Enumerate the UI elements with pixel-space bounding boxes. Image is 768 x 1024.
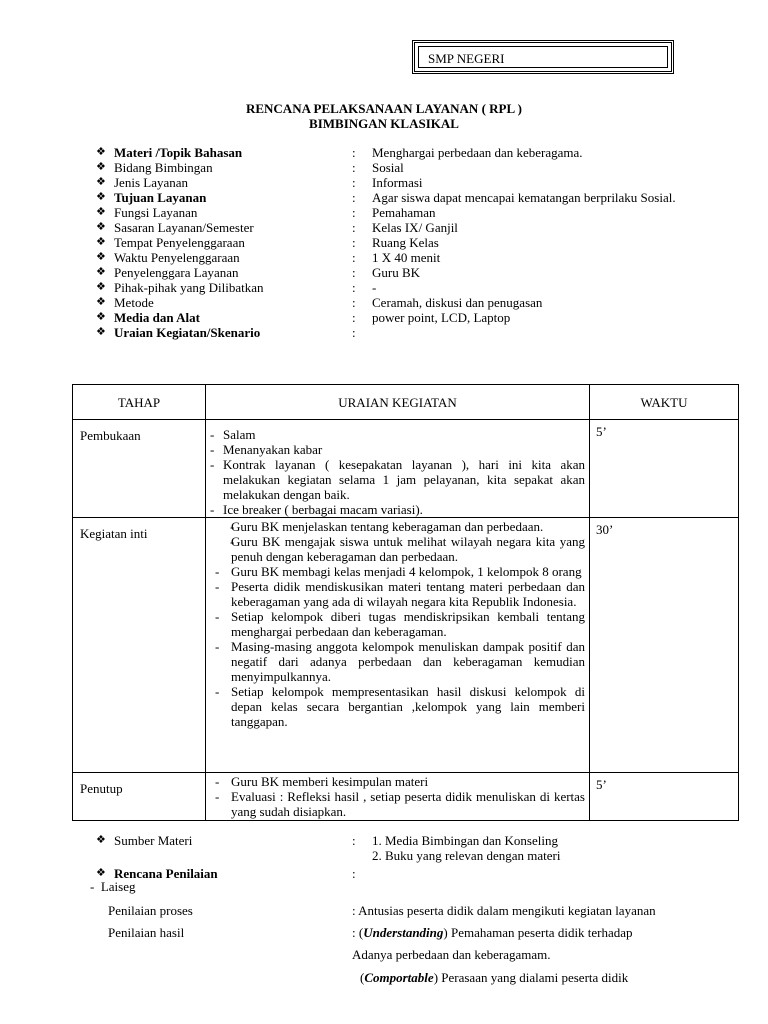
info-label: Fungsi Layanan <box>114 205 198 220</box>
diamond-bullet-icon: ❖ <box>96 161 106 173</box>
sources-section <box>96 833 736 881</box>
colon: : <box>352 833 356 848</box>
activity-item: - Peserta didik mendiskusikan materi tentang materi perbedaan dan keberagaman yang ada di wilayah negara kita Republik Indonesia. <box>206 579 589 609</box>
penilaian-proses-label: Penilaian proses <box>108 903 193 918</box>
penilaian-hasil-line1 <box>352 925 633 940</box>
spacer <box>352 848 372 863</box>
diamond-bullet-icon: ❖ <box>96 266 106 278</box>
diamond-bullet-icon: ❖ <box>96 206 106 218</box>
info-row <box>96 265 736 280</box>
info-row <box>96 310 736 325</box>
info-list <box>96 145 736 340</box>
sumber-item: 1. Media Bimbingan dan Konseling <box>372 833 558 848</box>
info-label: Tempat Penyelenggaraan <box>114 235 245 250</box>
penilaian-proses-value: : Antusias peserta didik dalam mengikuti kegiatan layanan <box>352 903 656 918</box>
diamond-bullet-icon: ❖ <box>96 834 106 846</box>
info-row <box>96 235 736 250</box>
penilaian-label: Rencana Penilaian <box>114 866 218 881</box>
header-waktu: WAKTU <box>590 385 739 420</box>
colon: : <box>352 175 356 190</box>
info-row <box>96 190 736 205</box>
info-value: Agar siswa dapat mencapai kematangan berprilaku Sosial. <box>372 190 676 205</box>
activity-list <box>206 420 589 517</box>
diamond-bullet-icon: ❖ <box>96 191 106 203</box>
colon: : <box>352 190 356 205</box>
understanding-term: Understanding <box>363 925 444 940</box>
laiseg-label: Laiseg <box>100 879 136 894</box>
sumber-label: Sumber Materi <box>114 833 193 848</box>
info-value: Menghargai perbedaan dan keberagama. <box>372 145 583 160</box>
colon: : <box>352 325 356 340</box>
school-name: SMP NEGERI <box>428 51 505 66</box>
activity-list <box>206 773 589 819</box>
info-row <box>96 280 736 295</box>
hasil-line3-text: ) Perasaan yang dialami peserta didik <box>433 970 629 985</box>
info-label: Materi /Topik Bahasan <box>114 145 243 160</box>
sumber-row <box>96 833 736 848</box>
activity-item: - Masing-masing anggota kelompok menuliskan dampak positif dan negatif dari adanya perbedaan dan keberagaman kemudian menyimpulkannya. <box>206 639 589 684</box>
colon: : <box>352 310 356 325</box>
hasil-prefix: : ( <box>352 925 364 940</box>
info-value: Kelas IX/ Ganjil <box>372 220 458 235</box>
time-pembukaan: 5’ <box>590 420 739 518</box>
colon: : <box>352 220 356 235</box>
info-label: Sasaran Layanan/Semester <box>114 220 254 235</box>
info-row <box>96 175 736 190</box>
info-label: Jenis Layanan <box>114 175 189 190</box>
info-label: Uraian Kegiatan/Skenario <box>114 325 261 340</box>
paren-open: ( <box>360 970 365 985</box>
hasil-suffix: ) Pemahaman peserta didik terhadap <box>443 925 633 940</box>
activity-item: - Evaluasi : Refleksi hasil , setiap peserta didik menuliskan di kertas yang sudah disiapkan. <box>206 789 589 819</box>
activity-item: - Kontrak layanan ( kesepakatan layanan ), hari ini kita akan melakukan kegiatan selama 1 jam pelayanan, kita sepakat akan melakukan dengan baik. <box>206 457 589 502</box>
diamond-bullet-icon: ❖ <box>96 311 106 323</box>
stage-inti: Kegiatan inti <box>73 518 206 773</box>
info-value: power point, LCD, Laptop <box>372 310 511 325</box>
info-label: Waktu Penyelenggaraan <box>114 250 240 265</box>
info-value: Sosial <box>372 160 404 175</box>
diamond-bullet-icon: ❖ <box>96 296 106 308</box>
diamond-bullet-icon: ❖ <box>96 867 106 879</box>
info-row <box>96 160 736 175</box>
activity-list <box>206 518 589 729</box>
info-value: 1 X 40 menit <box>372 250 441 265</box>
colon: : <box>352 235 356 250</box>
info-row <box>96 220 736 235</box>
colon: : <box>352 295 356 310</box>
info-value: Ruang Kelas <box>372 235 439 250</box>
diamond-bullet-icon: ❖ <box>96 236 106 248</box>
diamond-bullet-icon: ❖ <box>96 146 106 158</box>
diamond-bullet-icon: ❖ <box>96 326 106 338</box>
document-title: RENCANA PELAKSANAAN LAYANAN ( RPL ) <box>245 101 523 116</box>
dash: - <box>90 879 101 894</box>
stage-penutup: Penutup <box>73 773 206 821</box>
header-uraian: URAIAN KEGIATAN <box>206 385 590 420</box>
info-label: Penyelenggara Layanan <box>114 265 239 280</box>
activity-item: - Setiap kelompok mempresentasikan hasil diskusi kelompok di depan kelas secara bergantian ,kelompok yang lain memberi tanggapan. <box>206 684 589 729</box>
sumber-row-2 <box>96 848 736 863</box>
info-label: Pihak-pihak yang Dilibatkan <box>114 280 264 295</box>
activity-item: - Ice breaker ( berbagai macam variasi). <box>206 502 589 517</box>
colon: : <box>352 265 356 280</box>
penilaian-hasil-line3 <box>360 970 628 985</box>
colon: : <box>352 280 356 295</box>
activity-item: - Guru BK menjelaskan tentang keberagaman dan perbedaan. <box>206 519 589 534</box>
diamond-bullet-icon: ❖ <box>96 221 106 233</box>
activity-item: - Setiap kelompok diberi tugas mendiskripsikan kembali tentang menghargai perbedaan dan keberagaman. <box>206 609 589 639</box>
info-label: Metode <box>114 295 154 310</box>
info-value: Informasi <box>372 175 423 190</box>
penilaian-hasil-label: Penilaian hasil <box>108 925 185 940</box>
info-row <box>96 295 736 310</box>
activity-item: - Guru BK mengajak siswa untuk melihat wilayah negara kita yang penuh dengan keberagaman dan perbedaan. <box>206 534 589 564</box>
activities-penutup <box>206 773 590 821</box>
colon: : <box>352 145 356 160</box>
comportable-term: Comportable <box>364 970 434 985</box>
table-row <box>73 773 739 821</box>
activities-inti <box>206 518 590 773</box>
penilaian-hasil-line2: Adanya perbedaan dan keberagamam. <box>352 947 551 962</box>
info-value: - <box>372 280 377 295</box>
time-inti: 30’ <box>590 518 739 773</box>
info-label: Tujuan Layanan <box>114 190 207 205</box>
spacer <box>114 848 352 863</box>
stage-pembukaan: Pembukaan <box>73 420 206 518</box>
activity-item: - Guru BK membagi kelas menjadi 4 kelompok, 1 kelompok 8 orang <box>206 564 589 579</box>
info-row <box>96 205 736 220</box>
colon: : <box>352 250 356 265</box>
info-row <box>96 250 736 265</box>
info-row <box>96 325 736 340</box>
table-row <box>73 518 739 773</box>
table-row <box>73 420 739 518</box>
info-label: Bidang Bimbingan <box>114 160 213 175</box>
activity-item: - Salam <box>206 427 589 442</box>
table-header-row <box>73 385 739 420</box>
info-row <box>96 145 736 160</box>
document-subtitle: BIMBINGAN KLASIKAL <box>309 116 459 131</box>
laiseg-line <box>90 879 136 894</box>
info-value: Ceramah, diskusi dan penugasan <box>372 295 543 310</box>
penilaian-row <box>96 866 736 881</box>
colon: : <box>352 160 356 175</box>
diamond-bullet-icon: ❖ <box>96 251 106 263</box>
time-penutup: 5’ <box>590 773 739 821</box>
sumber-item: 2. Buku yang relevan dengan materi <box>372 848 561 863</box>
spacer <box>96 848 114 863</box>
activities-pembukaan <box>206 420 590 518</box>
info-value: Pemahaman <box>372 205 436 220</box>
activity-item: - Guru BK memberi kesimpulan materi <box>206 774 589 789</box>
diamond-bullet-icon: ❖ <box>96 281 106 293</box>
school-name-box <box>412 40 674 74</box>
header-tahap: TAHAP <box>73 385 206 420</box>
activity-item: - Menanyakan kabar <box>206 442 589 457</box>
info-label: Media dan Alat <box>114 310 200 325</box>
info-value <box>372 325 702 340</box>
diamond-bullet-icon: ❖ <box>96 176 106 188</box>
colon: : <box>352 866 356 881</box>
activity-table <box>72 384 739 821</box>
info-value: Guru BK <box>372 265 421 280</box>
colon: : <box>352 205 356 220</box>
